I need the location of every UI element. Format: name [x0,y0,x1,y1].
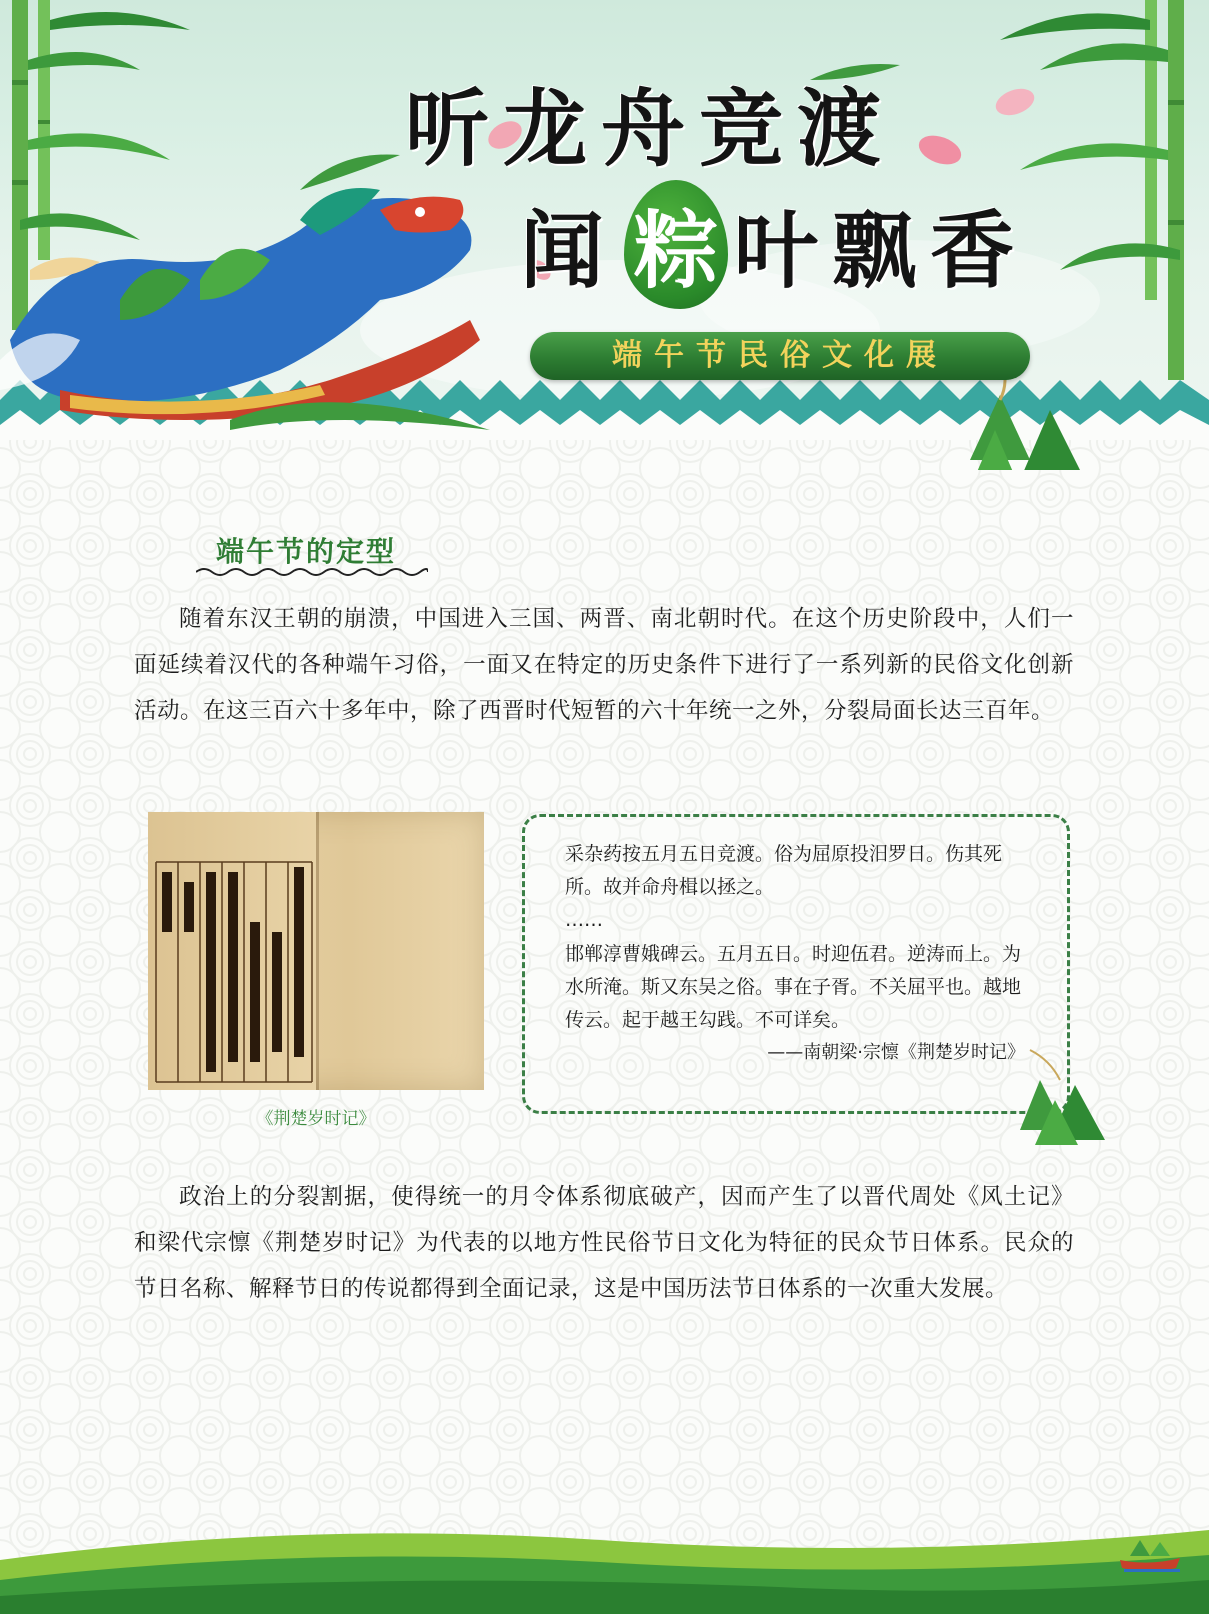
poster-title-line-2 [520,180,1028,309]
section-title: 端午节的定型 [216,535,397,568]
book-text-columns [148,812,484,1090]
exhibition-banner [530,332,1030,380]
closing-paragraph: 政治上的分裂割据，使得统一的月令体系彻底破产，因而产生了以晋代周处《风土记》和梁代宗懔《荆楚岁时记》为代表的以地方性民俗节日文化为特征的民众节日体系。民众的节日名称、解释节日的传说都得到全面记录，这是中国历法节日体系的一次重大发展。 [134,1184,1074,1302]
poster-header [0,0,1209,470]
quote-source: ——南朝梁·宗懔《荆楚岁时记》 [767,1042,1025,1063]
title-line-2-post: 叶飘香 [734,201,1029,300]
poster-title-line-1: 听龙舟竞渡 [405,79,896,178]
heading-wave-underline [196,566,428,578]
book-image-jingchu-suishiji [148,812,484,1090]
title-line-2-pre: 闻 [520,201,619,300]
quote-line-2: 邯郸淳曹娥碑云。五月五日。时迎伍君。逆涛而上。为水所淹。斯又东吴之俗。事在子胥。不关屈平也。越地传云。起于越王勾践。不可详矣。 [565,943,1022,1031]
quote-line-1: 采杂药按五月五日竞渡。俗为屈原投汨罗日。伤其死所。故并命舟楫以拯之。 [565,843,1003,898]
quote-ellipsis: …… [565,909,603,931]
zongzi-icon [1020,1040,1110,1150]
intro-paragraph: 随着东汉王朝的崩溃，中国进入三国、两晋、南北朝时代。在这个历史阶段中，人们一面延续着汉代的各种端午习俗，一面又在特定的历史条件下进行了一系列新的民俗文化创新活动。在这三百六十多年中，除了西晋时代短暂的六十年统一之外，分裂局面长达三百年。 [134,606,1074,724]
footer-grass-wave [0,1500,1209,1614]
poster-footer [0,1500,1209,1614]
figure-caption: 《荆楚岁时记》 [256,1109,376,1129]
exhibition-banner-text: 端午节民俗文化展 [612,338,948,373]
title-zong-highlight: 粽 [624,180,728,309]
